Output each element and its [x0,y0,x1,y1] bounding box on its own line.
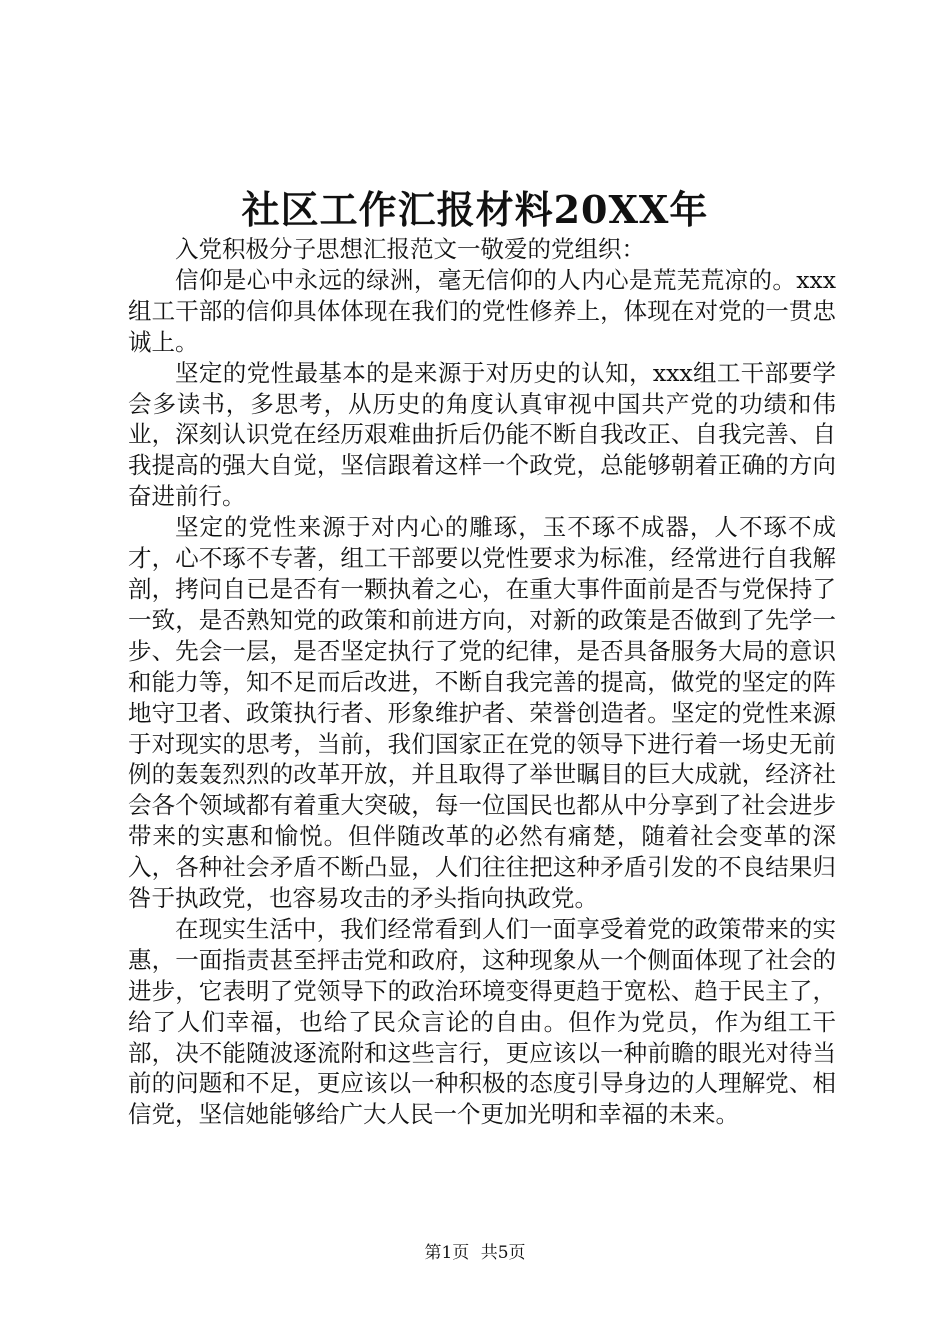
page-footer [0,1242,950,1264]
paragraph-3: 坚定的党性来源于对内心的雕琢，玉不琢不成器，人不琢不成才，心不琢不专著，组工干部要以党性要求为标准，经常进行自我解剖，拷问自已是否有一颗执着之心，在重大事件面前是否与党保持了一致，是否熟知党的政策和前进方向，对新的政策是否做到了先学一步、先会一层，是否坚定执行了党的纪律，是否具备服务大局的意识和能力等，知不足而后改进，不断自我完善的提高，做党的坚定的阵地守卫者、政策执行者、形象维护者、荣誉创造者。坚定的党性来源于对现实的思考，当前，我们国家正在党的领导下进行着一场史无前例的轰轰烈烈的改革开放，并且取得了举世瞩目的巨大成就，经济社会各个领域都有着重大突破，每一位国民也都从中分享到了社会进步带来的实惠和愉悦。但伴随改革的必然有痛楚，随着社会变革的深入，各种社会矛盾不断凸显，人们往往把这种矛盾引发的不良结果归咎于执政党，也容易攻击的矛头指向执政党。 [128,513,836,913]
paragraph-2: 坚定的党性最基本的是来源于对历史的认知，xxx组工干部要学会多读书，多思考，从历史的角度认真审视中国共产党的功绩和伟业，深刻认识党在经历艰难曲折后仍能不断自我改正、自我完善、自我提高的强大自觉，坚信跟着这样一个政党，总能够朝着正确的方向奋进前行。 [128,358,836,511]
document-title: 社区工作汇报材料20XX年 [241,187,709,232]
paragraph-4: 在现实生活中，我们经常看到人们一面享受着党的政策带来的实惠，一面指责甚至抨击党和政府，这种现象从一个侧面体现了社会的进步，它表明了党领导下的政治环境变得更趋于宽松、趋于民主了，给了人们幸福，也给了民众言论的自由。但作为党员，作为组工干部，决不能随波逐流附和这些言行，更应该以一种前瞻的眼光对待当前的问题和不足，更应该以一种积极的态度引导身边的人理解党、相信党，坚信她能够给广大人民一个更加光明和幸福的未来。 [128,914,836,1129]
page-total: 共5页 [480,1243,526,1263]
paragraph-greeting: 入党积极分子思想汇报范文一敬爱的党组织： [175,235,645,263]
paragraph-1: 信仰是心中永远的绿洲，毫无信仰的人内心是荒芜荒凉的。xxx组工干部的信仰具体体现在我们的党性修养上，体现在对党的一贯忠诚上。 [128,265,836,356]
page-number: 第1页 [424,1243,470,1263]
document-body [128,234,836,1130]
